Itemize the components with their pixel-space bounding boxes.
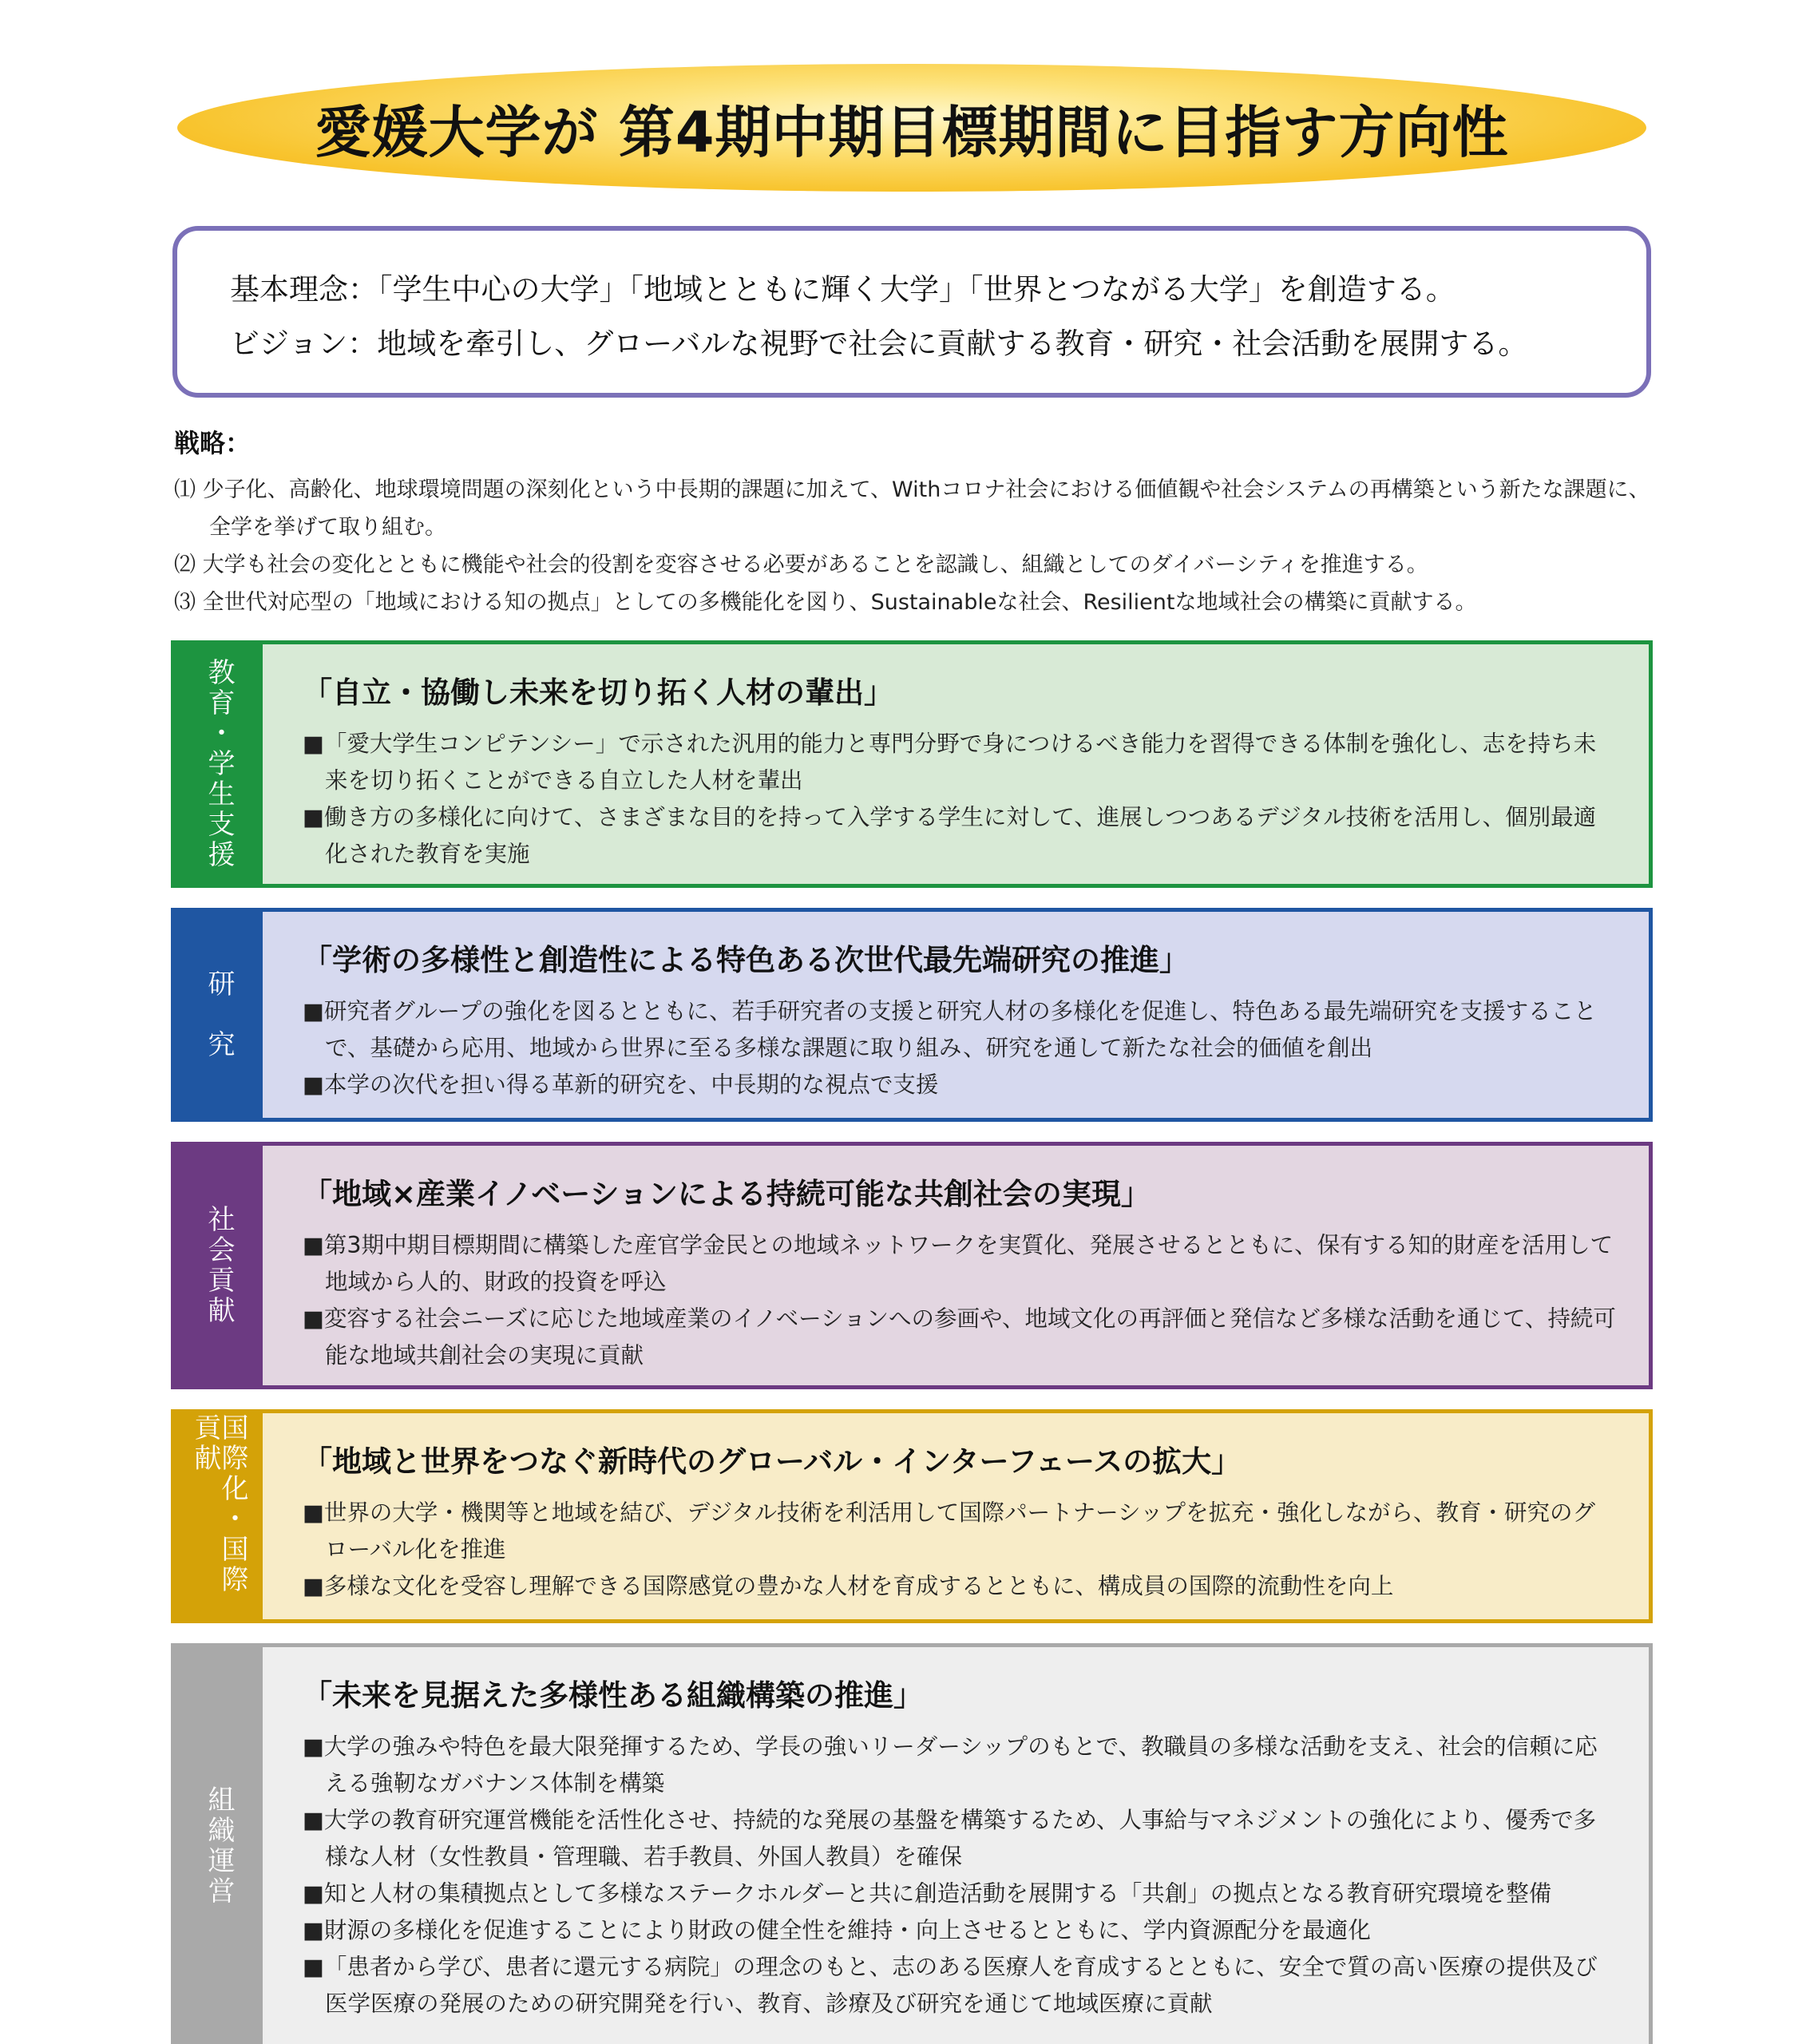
vision-statement: ビジョン：地域を牽引し、グローバルな視野で社会に貢献する教育・研究・社会活動を展開する。 (230, 327, 1528, 361)
section-internationalization (171, 1409, 1653, 1623)
section-bullet: ■変容する社会ニーズに応じた地域産業のイノベーションへの参画や、地域文化の再評価と発信など多様な活動を通じて、持続可能な地域共創社会の実現に貢献 (303, 1305, 1616, 1369)
section-bullet: ■知と人材の集積拠点として多様なステークホルダーと共に創造活動を展開する「共創」の拠点となる教育研究環境を整備 (303, 1880, 1552, 1907)
section-bullet: ■世界の大学・機関等と地域を結び、デジタル技術を利活用して国際パートナーシップを拡充・強化しながら、教育・研究のグローバル化を推進 (303, 1499, 1595, 1563)
section-label: 社会貢献 (175, 1146, 263, 1385)
section-bullet: ■財源の多様化を促進することにより財政の健全性を維持・向上させるとともに、学内資源配分を最適化 (303, 1917, 1371, 1943)
section-organization (171, 1643, 1653, 2044)
section-label: 国際化・国際貢献 (175, 1413, 263, 1619)
section-label: 研 究 (175, 912, 263, 1118)
page-title: 愛媛大学が 第4期中期目標期間に目指す方向性 (315, 99, 1509, 165)
section-title: 「自立・協働し未来を切り拓く人材の輩出」 (303, 675, 893, 710)
section-bullet: ■多様な文化を受容し理解できる国際感覚の豊かな人材を育成するとともに、構成員の国際的流動性を向上 (303, 1573, 1394, 1599)
section-research (171, 908, 1653, 1122)
strategy-item-3: ⑶ 全世代対応型の「地域における知の拠点」としての多機能化を図り、Sustainableな社会、Resilientな地域社会の構築に貢献する。 (174, 590, 1477, 615)
section-bullet: ■第3期中期目標期間に構築した産官学金民との地域ネットワークを実質化、発展させるとともに、保有する知的財産を活用して地域から人的、財政的投資を呼込 (303, 1232, 1614, 1295)
section-bullet: ■大学の強みや特色を最大限発揮するため、学長の強いリーダーシップのもとで、教職員の多様な活動を支え、社会的信頼に応える強靭なガバナンス体制を構築 (303, 1733, 1598, 1796)
section-title: 「地域と世界をつなぐ新時代のグローバル・インターフェースの拡大」 (303, 1444, 1242, 1479)
section-bullet: ■働き方の多様化に向けて、さまざまな目的を持って入学する学生に対して、進展しつつあるデジタル技術を活用し、個別最適化された教育を実施 (303, 804, 1597, 867)
section-education (171, 640, 1653, 888)
strategy-heading: 戦略： (174, 428, 252, 458)
strategy-section (174, 423, 1659, 621)
strategy-item-2: ⑵ 大学も社会の変化とともに機能や社会的役割を変容させる必要があることを認識し、組織としてのダイバーシティを推進する。 (174, 553, 1428, 577)
section-title: 「未来を見据えた多様性ある組織構築の推進」 (303, 1678, 923, 1713)
section-bullet: ■「患者から学び、患者に還元する病院」の理念のもと、志のある医療人を育成するとともに、安全で質の高い医療の提供及び医学医療の発展のための研究開発を行い、教育、診療及び研究を通じて地域医療に貢献 (303, 1954, 1598, 2017)
philosophy-box (172, 226, 1651, 398)
strategy-item-1: ⑴ 少子化、高齢化、地球環境問題の深刻化という中長期的課題に加えて、Withコロナ社会における価値観や社会システムの再構築という新たな課題に、全学を挙げて取り組む。 (174, 477, 1650, 540)
section-label: 組織運営 (175, 1647, 263, 2044)
section-bullet: ■大学の教育研究運営機能を活性化させ、持続的な発展の基盤を構築するため、人事給与マネジメントの強化により、優秀で多様な人材（女性教員・管理職、若手教員、外国人教員）を確保 (303, 1807, 1597, 1870)
section-bullet: ■本学の次代を担い得る革新的研究を、中長期的な視点で支援 (303, 1072, 939, 1098)
section-title: 「学術の多様性と創造性による特色ある次世代最先端研究の推進」 (303, 943, 1189, 977)
section-title: 「地域×産業イノベーションによる持続可能な共創社会の実現」 (303, 1177, 1151, 1211)
section-bullet: ■「愛大学生コンピテンシー」で示された汎用的能力と専門分野で身につけるべき能力を習得できる体制を強化し、志を持ち未来を切り拓くことができる自立した人材を輩出 (303, 731, 1597, 794)
title-banner (177, 64, 1646, 192)
section-label: 教育・学生支援 (175, 644, 263, 884)
section-bullet: ■研究者グループの強化を図るとともに、若手研究者の支援と研究人材の多様化を促進し、特色ある最先端研究を支援することで、基礎から応用、地域から世界に至る多様な課題に取り組み、研究を通して新たな社会的価値を創出 (303, 998, 1597, 1061)
section-social-contribution (171, 1142, 1653, 1389)
basic-philosophy: 基本理念：「学生中心の大学」「地域とともに輝く大学」「世界とつながる大学」を創造する。 (230, 272, 1456, 307)
